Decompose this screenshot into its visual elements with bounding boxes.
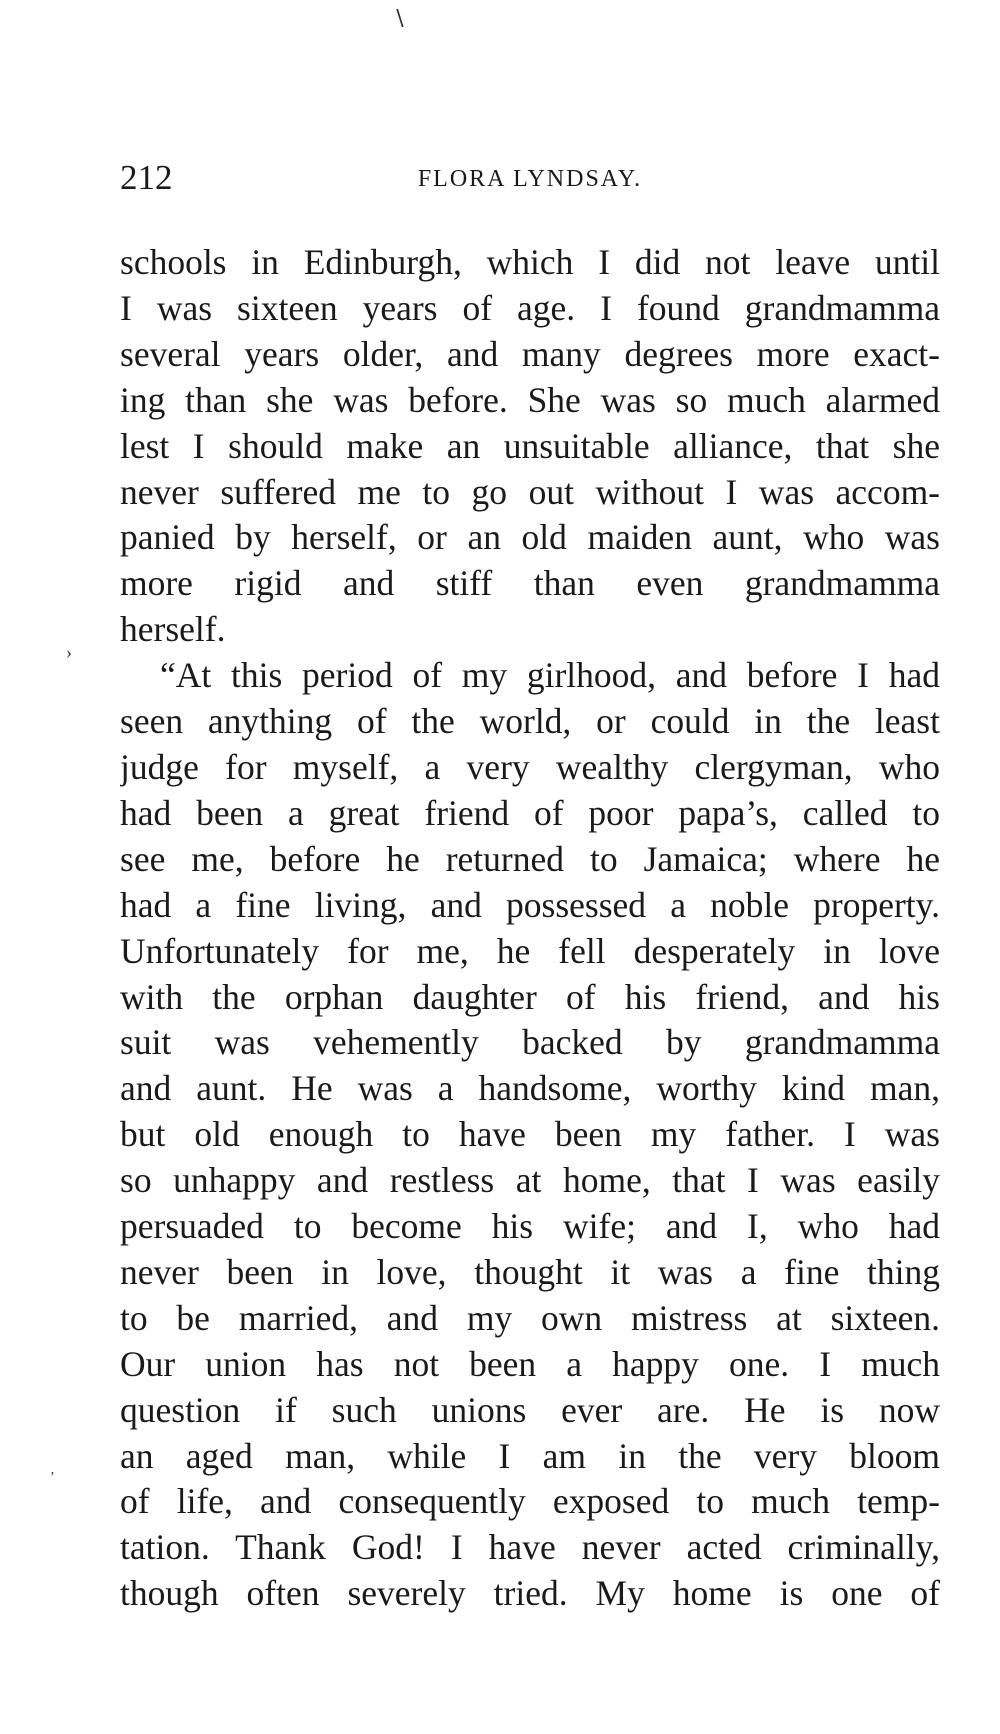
text-line: judge for myself, a very wealthy clergyman, who [120,746,940,787]
text-line: Unfortunately for me, he fell desperately in love [120,930,940,971]
paragraph-2 [120,653,940,1617]
text-line: several years older, and many degrees more exact- [120,333,940,374]
scan-speck-mark: ∖ [392,6,407,31]
scan-speck-mark: › [66,642,72,662]
text-line: herself. [120,609,226,650]
paragraph-1 [120,240,940,653]
text-line: to be married, and my own mistress at sixteen. [120,1297,940,1338]
text-line: schools in Edinburgh, which I did not leave until [120,242,940,282]
text-line: Our union has not been a happy one. I much [120,1343,940,1384]
text-line: suit was vehemently backed by grandmamma [120,1022,940,1063]
text-line: panied by herself, or an old maiden aunt, who was [120,517,940,558]
running-title: FLORA LYNDSAY. [417,166,643,192]
text-line: seen anything of the world, or could in the least [120,701,940,742]
text-line: question if such unions ever are. He is now [120,1389,940,1430]
scan-speck-mark: ’ [50,1470,55,1485]
text-line: but old enough to have been my father. I was [120,1114,940,1155]
text-line: never been in love, thought it was a fine thing [120,1251,940,1292]
text-line: had a fine living, and possessed a noble property. [120,884,940,925]
text-line: so unhappy and restless at home, that I was easily [120,1160,940,1201]
text-line: see me, before he returned to Jamaica; where he [120,838,940,879]
text-line: and aunt. He was a handsome, worthy kind man, [120,1068,940,1109]
text-line: an aged man, while I am in the very bloom [120,1435,940,1476]
text-line: ing than she was before. She was so much alarmed [120,379,940,420]
page-header [120,158,940,208]
text-line: I was sixteen years of age. I found grandmamma [120,287,940,328]
text-line: persuaded to become his wife; and I, who had [120,1206,940,1247]
text-line: though often severely tried. My home is one of [120,1573,940,1614]
text-line: with the orphan daughter of his friend, and his [120,976,940,1017]
text-line: never suffered me to go out without I was accom- [120,471,940,512]
text-line: more rigid and stiff than even grandmamma [120,563,940,604]
text-line: lest I should make an unsuitable alliance, that she [120,425,940,466]
text-line: of life, and consequently exposed to much temp- [120,1481,940,1522]
text-line: “At this period of my girlhood, and before I had [160,655,940,696]
page-number: 212 [120,158,173,197]
text-line: tation. Thank God! I have never acted criminally, [120,1527,940,1568]
text-line: had been a great friend of poor papa’s, called to [120,792,940,833]
body-text [120,240,940,1617]
